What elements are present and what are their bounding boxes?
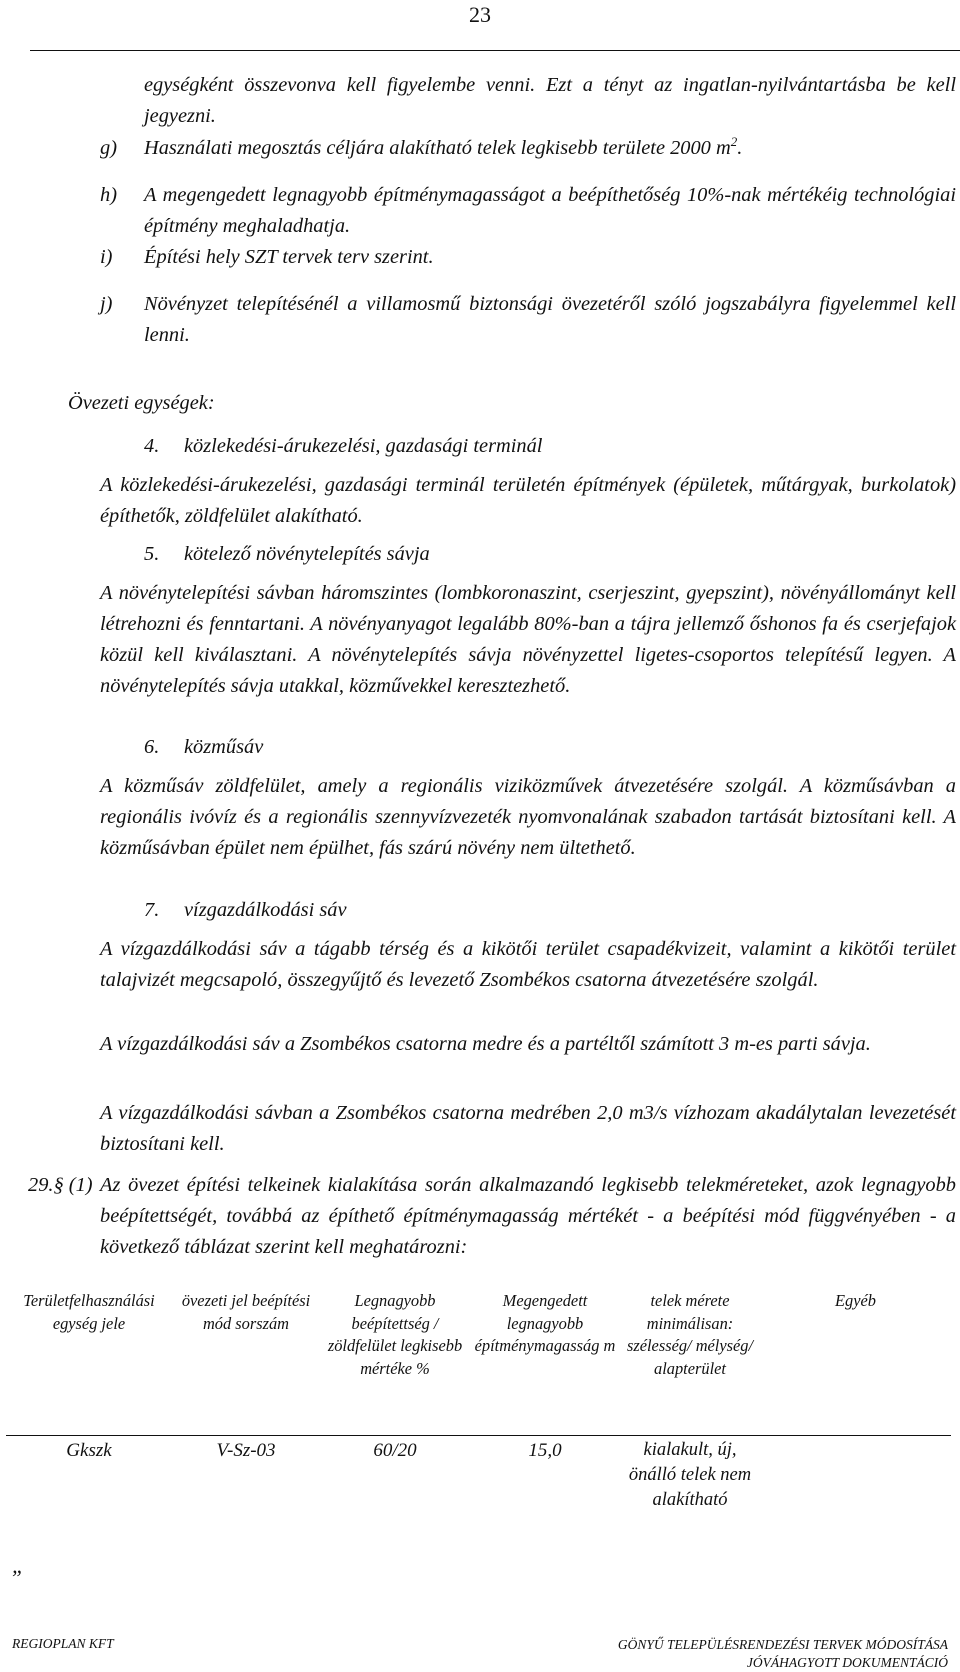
section-number: 4.	[144, 435, 160, 457]
continuation-paragraph: egységként összevonva kell figyelembe venni. Ezt a tényt az ingatlan-nyilvántartásba be kell jegyezni.	[144, 74, 956, 127]
regulation-table	[6, 1287, 951, 1513]
section-title: közlekedési-árukezelési, gazdasági terminál	[184, 435, 543, 457]
table-cell: Gkszk	[66, 1440, 112, 1461]
item-text-g-superscript: 2	[730, 134, 738, 150]
section-number: 5.	[144, 543, 160, 565]
item-text-g	[144, 133, 956, 164]
table-header-cell: Egyéb	[760, 1287, 951, 1436]
section-paragraph: A közműsáv zöldfelület, amely a regionális viziközművek átvezetésére szolgál. A közműsávban a regionális ivóvíz és a regionális szennyvízvezeték nyomvonalának szabadon tartását biztosítani kell. A közműsávban épület nem épülhet, fás szárú növény nem ültethető.	[100, 775, 956, 859]
table-header-row	[6, 1287, 951, 1436]
footer-title-line: GÖNYŰ TELEPÜLÉSRENDEZÉSI TERVEK MÓDOSÍTÁSA	[617, 1637, 948, 1652]
section-paragraph: A vízgazdálkodási sáv a tágabb térség és a kikötői terület csapadékvizeit, valamint a kikötői terület talajvizét megcsapoló, összegyűjtő és levezető Zsombékos csatorna átvezetésére szolgál.	[100, 938, 956, 991]
table-header-cell: Területfelhasználási egység jele	[6, 1287, 172, 1436]
section-title: közműsáv	[184, 736, 264, 758]
header-rule	[30, 50, 960, 51]
footer-title-line: JÓVÁHAGYOTT DOKUMENTÁCIÓ	[746, 1655, 948, 1670]
footer-document-title	[618, 1636, 948, 1672]
zones-heading: Övezeti egységek:	[68, 392, 215, 414]
section-number: 7.	[144, 899, 160, 921]
table-cell: 60/20	[373, 1440, 417, 1461]
article-label: 29.§ (1)	[28, 1174, 93, 1196]
item-label-i: i)	[100, 246, 113, 268]
page-number: 23	[469, 2, 491, 27]
article-text: Az övezet építési telkeinek kialakítása során alkalmazandó legkisebb telekméreteket, azok legnagyobb beépítettségét, továbbá az építhető építménymagasság mértékét - a beépítési mód függvényében - a következő táblázat szerint kell meghatározni:	[100, 1174, 956, 1258]
table-cell: 15,0	[528, 1440, 562, 1461]
section-paragraph: A növénytelepítési sávban háromszintes (lombkoronaszint, cserjeszint, gyepszint), növényállományt kell létrehozni és fenntartani. A növényanyagot legalább 80%-ban a tájra jellemző őshonos fa és cserjefajok közül kell kiválasztani. A növénytelepítés sávja növényzettel ligetes-csoportos telepítésű legyen. A növénytelepítés sávja utakkal, közművekkel keresztezhető.	[100, 582, 956, 697]
section-paragraph: A vízgazdálkodási sávban a Zsombékos csatorna medrében 2,0 m3/s vízhozam akadálytalan levezetését biztosítani kell.	[100, 1102, 956, 1155]
section-title: kötelező növénytelepítés sávja	[184, 543, 430, 565]
table-row	[6, 1436, 951, 1514]
section-number: 6.	[144, 736, 160, 758]
section-paragraph: A vízgazdálkodási sáv a Zsombékos csatorna medre és a partéltől számított 3 m-es parti sávja.	[100, 1033, 871, 1055]
footer-company: REGIOPLAN KFT	[12, 1636, 114, 1651]
closing-quote: „	[12, 1553, 25, 1578]
table-header-cell: telek mérete minimálisan: szélesség/ mélység/ alapterület	[620, 1287, 760, 1436]
item-label-g: g)	[100, 137, 117, 159]
item-text-i: Építési hely SZT tervek terv szerint.	[144, 246, 434, 268]
item-label-j: j)	[100, 293, 113, 315]
section-title: vízgazdálkodási sáv	[184, 899, 347, 921]
item-label-h: h)	[100, 184, 117, 206]
section-paragraph: A közlekedési-árukezelési, gazdasági terminál területén építmények (épületek, műtárgyak, burkolatok) építhetők, zöldfelület alakítható.	[100, 474, 956, 527]
table-header-cell: Megengedett legnagyobb építménymagasság m	[470, 1287, 620, 1436]
table-header-cell: övezeti jel beépítési mód sorszám	[172, 1287, 320, 1436]
table-cell	[760, 1436, 951, 1514]
item-text-j: Növényzet telepítésénél a villamosmű biztonsági övezetéről szóló jogszabályra figyelemmel kell lenni.	[144, 293, 956, 346]
table-header-cell: Legnagyobb beépítettség / zöldfelület legkisebb mértéke %	[320, 1287, 470, 1436]
item-text-g-end: .	[737, 137, 743, 159]
item-text-h: A megengedett legnagyobb építménymagasságot a beépíthetőség 10%-nak mértékéig technológiai építmény meghaladhatja.	[144, 184, 956, 237]
item-text-g-body: Használati megosztás céljára alakítható telek legkisebb területe 2000 m	[144, 137, 731, 159]
table-cell: kialakult, új, önálló telek nem alakítható	[628, 1440, 752, 1510]
table-cell: V-Sz-03	[216, 1440, 276, 1461]
